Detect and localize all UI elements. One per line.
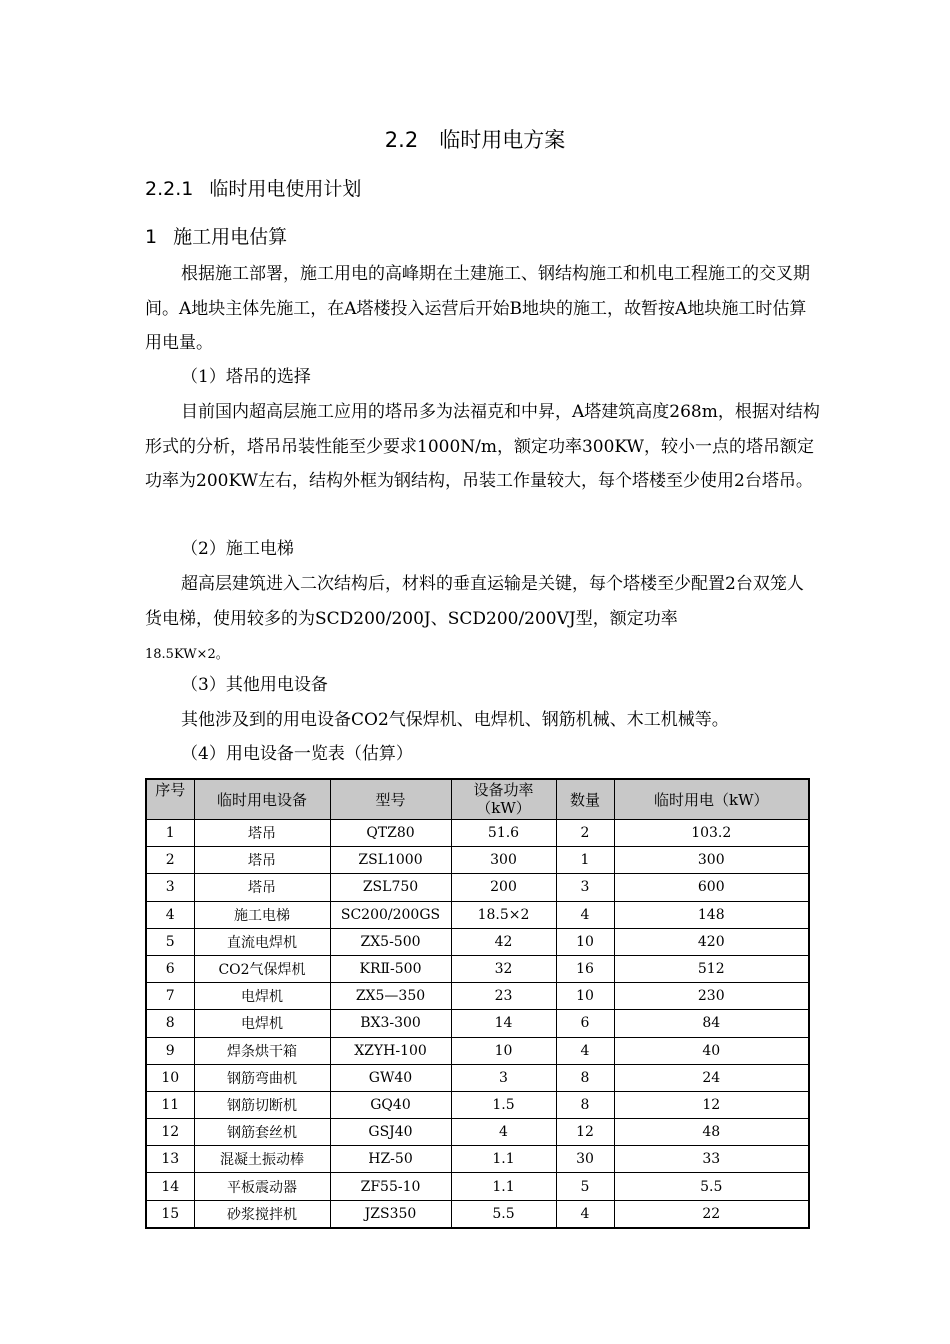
section-number: 2.2.1 [145, 178, 194, 200]
cell-equipment: 钢筋弯曲机 [194, 1064, 330, 1091]
page-title: 2.2 临时用电方案 [384, 128, 566, 152]
cell-model: SC200/200GS [330, 901, 451, 928]
header-equipment: 临时用电设备 [194, 779, 330, 820]
cell-model: JZS350 [330, 1200, 451, 1228]
cell-power: 10 [451, 1037, 556, 1064]
cell-model: ZSL1000 [330, 847, 451, 874]
table-row [146, 928, 809, 955]
table-row [146, 955, 809, 982]
cell-model: GSJ40 [330, 1119, 451, 1146]
header-index-label: 序号 [155, 780, 186, 799]
table-row [146, 1010, 809, 1037]
cell-index: 1 [146, 820, 194, 847]
table-row [146, 983, 809, 1010]
table-row [146, 1064, 809, 1091]
cell-equipment: 砂浆搅拌机 [194, 1200, 330, 1228]
table-row [146, 1037, 809, 1064]
cell-equipment: 钢筋套丝机 [194, 1119, 330, 1146]
cell-total: 12 [614, 1091, 809, 1118]
cell-power: 300 [451, 847, 556, 874]
cell-total: 148 [614, 901, 809, 928]
cell-power: 1.1 [451, 1173, 556, 1200]
cell-power: 1.5 [451, 1091, 556, 1118]
cell-quantity: 8 [556, 1091, 614, 1118]
cell-model: ZX5-500 [330, 928, 451, 955]
cell-total: 24 [614, 1064, 809, 1091]
cell-total: 5.5 [614, 1173, 809, 1200]
header-model: 型号 [330, 779, 451, 820]
table-row [146, 901, 809, 928]
cell-index: 14 [146, 1173, 194, 1200]
cell-equipment: 塔吊 [194, 874, 330, 901]
cell-power: 200 [451, 874, 556, 901]
cell-model: BX3-300 [330, 1010, 451, 1037]
cell-index: 4 [146, 901, 194, 928]
intro-paragraph: 根据施工部署，施工用电的高峰期在土建施工、钢结构施工和机电工程施工的交叉期间。A地块主体先施工，在A塔楼投入运营后开始B地块的施工，故暂按A地块施工时估算用电量。 [145, 264, 810, 353]
cell-equipment: 焊条烘干箱 [194, 1037, 330, 1064]
cell-quantity: 12 [556, 1119, 614, 1146]
cell-total: 512 [614, 955, 809, 982]
header-total: 临时用电（kW） [614, 779, 809, 820]
cell-power: 32 [451, 955, 556, 982]
cell-model: GW40 [330, 1064, 451, 1091]
item2-text: 超高层建筑进入二次结构后，材料的垂直运输是关键，每个塔楼至少配置2台双笼人货电梯，使用较多的为SCD200/200J、SCD200/200VJ型，额定功率 [145, 574, 804, 629]
cell-index: 13 [146, 1146, 194, 1173]
cell-power: 18.5×2 [451, 901, 556, 928]
cell-equipment: 混凝土振动棒 [194, 1146, 330, 1173]
table-row [146, 847, 809, 874]
cell-model: ZSL750 [330, 874, 451, 901]
cell-quantity: 10 [556, 983, 614, 1010]
cell-index: 9 [146, 1037, 194, 1064]
cell-model: KRⅡ-500 [330, 955, 451, 982]
table-row [146, 820, 809, 847]
subsection-title: 施工用电估算 [173, 226, 288, 248]
cell-index: 15 [146, 1200, 194, 1228]
cell-power: 4 [451, 1119, 556, 1146]
table-row [146, 1200, 809, 1228]
cell-index: 6 [146, 955, 194, 982]
cell-power: 23 [451, 983, 556, 1010]
item1-paragraph: 目前国内超高层施工应用的塔吊多为法福克和中昇，A塔建筑高度268m，根据对结构形式的分析，塔吊吊装性能至少要求1000N/m，额定功率300KW，较小一点的塔吊额定功率为200KW左右，结构外框为钢结构，吊装工作量较大，每个塔楼至少使用2台塔吊。 [145, 402, 820, 491]
cell-quantity: 16 [556, 955, 614, 982]
equipment-table [145, 778, 810, 1229]
cell-total: 33 [614, 1146, 809, 1173]
cell-quantity: 1 [556, 847, 614, 874]
cell-total: 40 [614, 1037, 809, 1064]
cell-quantity: 4 [556, 901, 614, 928]
cell-model: QTZ80 [330, 820, 451, 847]
cell-equipment: 电焊机 [194, 1010, 330, 1037]
cell-quantity: 2 [556, 820, 614, 847]
cell-quantity: 10 [556, 928, 614, 955]
cell-quantity: 6 [556, 1010, 614, 1037]
cell-equipment: 施工电梯 [194, 901, 330, 928]
header-power-label: 设备功率（kW） [473, 780, 534, 817]
item2-paragraph [145, 567, 820, 673]
cell-power: 51.6 [451, 820, 556, 847]
cell-model: ZF55-10 [330, 1173, 451, 1200]
table-row [146, 1119, 809, 1146]
subsection-number: 1 [145, 226, 158, 248]
cell-equipment: 平板震动器 [194, 1173, 330, 1200]
item2-heading: （2）施工电梯 [181, 539, 294, 559]
cell-equipment: 直流电焊机 [194, 928, 330, 955]
cell-equipment: 塔吊 [194, 847, 330, 874]
table-row [146, 1091, 809, 1118]
cell-total: 103.2 [614, 820, 809, 847]
cell-power: 5.5 [451, 1200, 556, 1228]
cell-model: GQ40 [330, 1091, 451, 1118]
table-row [146, 1173, 809, 1200]
cell-total: 600 [614, 874, 809, 901]
item4-heading: （4）用电设备一览表（估算） [181, 744, 413, 764]
cell-model: HZ-50 [330, 1146, 451, 1173]
cell-equipment: 钢筋切断机 [194, 1091, 330, 1118]
cell-power: 42 [451, 928, 556, 955]
table-body [146, 820, 809, 1228]
item3-heading: （3）其他用电设备 [181, 675, 328, 695]
cell-quantity: 4 [556, 1200, 614, 1228]
cell-model: ZX5—350 [330, 983, 451, 1010]
table-header-row [146, 779, 809, 820]
cell-quantity: 30 [556, 1146, 614, 1173]
cell-index: 11 [146, 1091, 194, 1118]
table-row [146, 1146, 809, 1173]
cell-power: 14 [451, 1010, 556, 1037]
cell-equipment: 电焊机 [194, 983, 330, 1010]
cell-total: 230 [614, 983, 809, 1010]
cell-quantity: 8 [556, 1064, 614, 1091]
cell-quantity: 3 [556, 874, 614, 901]
header-power [451, 779, 556, 820]
cell-total: 22 [614, 1200, 809, 1228]
table-row [146, 874, 809, 901]
cell-index: 10 [146, 1064, 194, 1091]
section-title: 临时用电使用计划 [209, 178, 362, 200]
header-quantity: 数量 [556, 779, 614, 820]
cell-equipment: CO2气保焊机 [194, 955, 330, 982]
cell-index: 7 [146, 983, 194, 1010]
cell-index: 5 [146, 928, 194, 955]
cell-model: XZYH-100 [330, 1037, 451, 1064]
cell-index: 2 [146, 847, 194, 874]
cell-total: 420 [614, 928, 809, 955]
cell-quantity: 4 [556, 1037, 614, 1064]
cell-total: 300 [614, 847, 809, 874]
cell-power: 3 [451, 1064, 556, 1091]
item1-heading: （1）塔吊的选择 [181, 367, 311, 387]
cell-equipment: 塔吊 [194, 820, 330, 847]
subsection-heading [145, 222, 287, 252]
item2-tail: 18.5KW×2。 [145, 647, 229, 662]
cell-total: 84 [614, 1010, 809, 1037]
cell-quantity: 5 [556, 1173, 614, 1200]
cell-power: 1.1 [451, 1146, 556, 1173]
cell-index: 8 [146, 1010, 194, 1037]
cell-total: 48 [614, 1119, 809, 1146]
item3-paragraph: 其他涉及到的用电设备CO2气保焊机、电焊机、钢筋机械、木工机械等。 [181, 710, 729, 730]
cell-index: 3 [146, 874, 194, 901]
section-heading [145, 174, 361, 204]
cell-index: 12 [146, 1119, 194, 1146]
header-index [146, 779, 194, 820]
